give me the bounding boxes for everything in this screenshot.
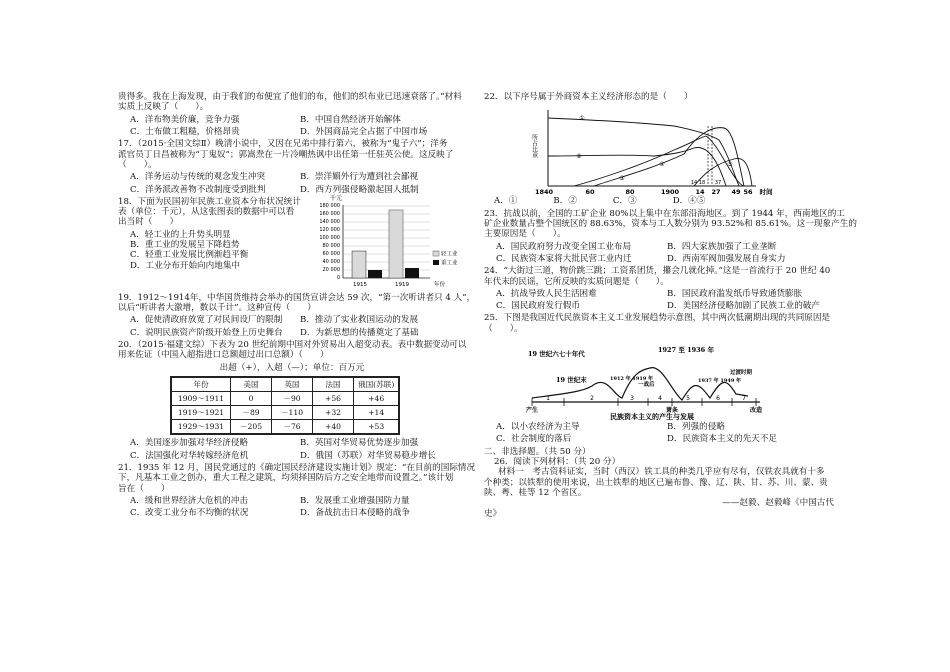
q17-option-a[interactable]: A．洋务运动与传统的观念发生冲突 bbox=[130, 172, 266, 183]
chart18-year-label: 年份 bbox=[434, 281, 446, 288]
option-a[interactable]: A．洋布物美价廉，竞争力强 bbox=[130, 114, 240, 125]
bar-1915-heavy bbox=[368, 270, 382, 278]
table-header: 美国 bbox=[231, 377, 272, 392]
q25-text-2: （ ）。 bbox=[484, 323, 523, 334]
q21-option-a[interactable]: A．缓和世界经济大危机的冲击 bbox=[130, 496, 248, 506]
option-b[interactable]: B．中国自然经济开始解体 bbox=[300, 114, 401, 125]
q22-option-b[interactable]: B．② bbox=[553, 196, 577, 207]
table-cell: +53 bbox=[354, 420, 400, 435]
chart22-midtick: 18 bbox=[698, 180, 706, 187]
q18-option-a[interactable]: A．轻工业的上升势头明显 bbox=[130, 229, 231, 240]
q17-options bbox=[118, 172, 466, 195]
curve-label: ② bbox=[576, 153, 582, 161]
q20-option-b[interactable]: B．英国对华贸易优势逐步加强 bbox=[300, 438, 419, 449]
q23-text-2: 矿企业数量占整个国统区的 88.63%，资本与工人数分别为 93.52%和 85.61%。这一现象产生的 bbox=[484, 218, 857, 229]
prev-question-options bbox=[118, 115, 466, 138]
material-1-line-3: 陕、粤、桂等 12 个省区。 bbox=[484, 487, 587, 498]
q21-option-b[interactable]: B．发展重工业增强国防力量 bbox=[300, 496, 410, 506]
chart22-xtick: 1900 bbox=[660, 188, 680, 197]
trend-label: 一战后 bbox=[638, 382, 655, 389]
q22-option-a[interactable]: A．① bbox=[494, 196, 518, 207]
table-cell: 1929～1931 bbox=[171, 420, 231, 435]
q22-options bbox=[484, 196, 834, 206]
q19-text-1: 19．1912～1914年，中华国货维持会举办的国货宣讲会达 59 次，“第一次听讲者只 4 人”， bbox=[118, 292, 476, 303]
bar-1915-light bbox=[352, 251, 366, 278]
trend-bottom-mid: 萧条 bbox=[665, 407, 679, 415]
q26-text: 26．阅读下列材料：（共 20 分） bbox=[494, 457, 621, 467]
industry-capital-chart bbox=[312, 193, 467, 293]
stage-number: 1 bbox=[546, 395, 550, 403]
option-d[interactable]: D．外国商品完全占据了中国市场 bbox=[300, 126, 428, 137]
q19-option-b[interactable]: B．推动了实业救国运动的发展 bbox=[300, 315, 419, 326]
q24-text-1: 24．“大街过三道，物价跳三跳；工资系团货，攥会几就化掉。”这是一首流行于 20 世纪 40 bbox=[484, 266, 831, 277]
q19-options bbox=[118, 315, 466, 338]
table-row bbox=[171, 406, 399, 420]
curve-label: ① bbox=[579, 115, 585, 123]
q23-option-a[interactable]: A．国民政府努力改变全国工业布局 bbox=[496, 241, 632, 252]
option-c[interactable]: C．土布做工粗糙，价格昂贵 bbox=[130, 126, 240, 137]
economy-forms-chart bbox=[530, 104, 784, 197]
q18-text-2: 表（单位：千元），从这张图表的数据中可以看 bbox=[118, 207, 295, 218]
stage-number: 2 bbox=[590, 395, 594, 403]
chart18-x-1919: 1919 bbox=[395, 281, 409, 288]
citation-2: 史》 bbox=[484, 508, 502, 519]
stage-number: 6 bbox=[716, 395, 720, 403]
q20-text-2: 用来佐证（中国入超指进口总额超过出口总额）（ ） bbox=[118, 350, 329, 361]
q25-option-a[interactable]: A．以小农经济为主导 bbox=[496, 422, 580, 433]
left-column bbox=[118, 92, 476, 521]
q25-options bbox=[484, 422, 834, 445]
trend-label: 19 世纪六七十年代 bbox=[528, 350, 585, 359]
q17-option-c[interactable]: C．洋务派改善物不改制度受到批判 bbox=[130, 184, 266, 195]
q20-text-1: 20．（2015·福建文综）下表为 20 世纪前期中国对外贸易出入超变动表。表中数据变动可以 bbox=[118, 340, 467, 351]
q22-text: 22．以下序号属于外商资本主义经济形态的是（ ） bbox=[484, 92, 693, 102]
q24-text-2: 年代末的民谣，它所反映的实质问题是（ ）。 bbox=[484, 276, 669, 287]
trend-bottom-right: 改造 bbox=[749, 407, 763, 415]
table-header: 英国 bbox=[272, 377, 313, 392]
chart18-x-1915: 1915 bbox=[353, 281, 367, 288]
q17-text-2: 派官员丁日昌被称为“丁鬼奴”；郭嵩焘在一片冷嘲热讽中出任第一任驻英公使。这反映了（ ）。 bbox=[118, 149, 454, 170]
chart18-unit: 千元 bbox=[330, 194, 343, 202]
table-header: 年份 bbox=[171, 377, 231, 392]
q19-text-2: 以后“听讲者大激增，数以千计”。这种宣传（ ） bbox=[118, 303, 316, 314]
q25-text-1: 25．下图是我国近代民族资本主义工业发展趋势示意图，其中两次低潮期出现的共同原因是 bbox=[484, 313, 831, 324]
chart18-ytick: 140 000 bbox=[319, 218, 340, 225]
chart22-xtick: 80 bbox=[625, 188, 635, 197]
material-1-line-1: 材料一 考古资料证实，当时（西汉）铁工具的种类几乎应有尽有，仅铁农具就有十多 bbox=[498, 467, 825, 478]
table-cell: －76 bbox=[272, 420, 313, 435]
trend-label: 1927 至 1936 年 bbox=[658, 346, 714, 355]
chart22-xtick: 时间 bbox=[759, 188, 773, 197]
trend-bottom-left: 产生 bbox=[525, 407, 539, 415]
table-cell: －205 bbox=[231, 420, 272, 435]
q20-option-d[interactable]: D．俄国（苏联）对华贸易稳步增长 bbox=[300, 450, 436, 461]
table-cell: +32 bbox=[313, 406, 354, 420]
q21-options bbox=[118, 496, 466, 519]
chart22-xtick: 60 bbox=[585, 188, 595, 197]
q24-option-c[interactable]: C．国民政府发行假币 bbox=[496, 301, 580, 312]
right-column bbox=[484, 92, 857, 519]
q22-option-d[interactable]: D．④⑤ bbox=[672, 196, 706, 207]
chart18-ytick: 180 000 bbox=[319, 202, 340, 209]
material-1-line-2: 个种类；以铁犁的使用来说，出土铁犁的地区已遍布鲁、豫、辽、陕、甘、苏、川、蒙、贵 bbox=[484, 477, 828, 488]
trend-label: 1912 年 1919 年 bbox=[610, 376, 654, 383]
chart18-legend-heavy: 重工业 bbox=[441, 260, 458, 267]
chart18-ytick: 80 000 bbox=[322, 242, 340, 249]
q17-option-d[interactable]: D．西方列强侵略激起国人抵制 bbox=[300, 184, 419, 195]
curve-label: ⑤ bbox=[727, 161, 733, 169]
q20-option-a[interactable]: A．美国逐步加强对华经济侵略 bbox=[130, 438, 248, 449]
q23-option-c[interactable]: C．民族资本家将大批民营工业内迁 bbox=[496, 253, 632, 264]
table-row bbox=[171, 420, 399, 435]
q19-option-c[interactable]: C．说明民族资产阶级开始登上历史舞台 bbox=[130, 327, 283, 338]
section-2-heading: 二、非选择题。（共 50 分） bbox=[484, 446, 591, 457]
trend-label: 过渡时期 bbox=[730, 370, 753, 377]
q23-options bbox=[484, 242, 834, 265]
bar-1919-light bbox=[389, 210, 403, 278]
table-cell: 1919～1921 bbox=[171, 406, 231, 420]
q19-option-a[interactable]: A．促使清政府放宽了对民间设厂的限制 bbox=[130, 315, 283, 326]
chart18-ytick: 160 000 bbox=[319, 210, 340, 217]
q20-table-caption: 出超（+），入超（—）；单位：百万元 bbox=[219, 362, 365, 373]
q21-option-c[interactable]: C．改变工业分布不均衡的状况 bbox=[130, 508, 249, 519]
chart22-xtick: 49 bbox=[731, 188, 741, 197]
table-cell: +46 bbox=[354, 392, 400, 406]
q23-option-d[interactable]: D．西南军阀加强发展自身实力 bbox=[667, 253, 786, 264]
chart22-midtick: 37 bbox=[714, 180, 722, 187]
chart18-ytick: 60 000 bbox=[322, 250, 340, 257]
stage-number: 3 bbox=[630, 395, 634, 403]
q24-option-d[interactable]: D．美国经济侵略加剧了民族工业的破产 bbox=[667, 301, 820, 312]
q18-text-3: 出当时（ ） bbox=[118, 217, 179, 228]
q24-options bbox=[484, 289, 834, 312]
chart22-xtick: 27 bbox=[711, 188, 721, 197]
q18-option-c[interactable]: C．轻重工业发展比例渐趋平衡 bbox=[130, 250, 249, 261]
q23-option-b[interactable]: B．四大家族加强了工业垄断 bbox=[667, 241, 777, 252]
q20-options bbox=[118, 438, 466, 461]
q24-option-b[interactable]: B．国民政府滥发纸币导致通货膨胀 bbox=[667, 288, 803, 299]
chart18-ytick: 40 000 bbox=[322, 258, 340, 265]
table-cell: +56 bbox=[313, 392, 354, 406]
q20-option-c[interactable]: C．法国强化对华转嫁经济危机 bbox=[130, 450, 249, 461]
trend-label: 19 世纪末 bbox=[556, 376, 587, 385]
stage-number: 7 bbox=[742, 395, 746, 403]
chart22-xtick: 56 bbox=[743, 188, 753, 197]
q25-option-d[interactable]: D．民族资本主义的先天不足 bbox=[667, 434, 778, 445]
q17-option-b[interactable]: B．崇洋媚外行为遭到社会鄙视 bbox=[300, 172, 419, 183]
table-header-row bbox=[171, 377, 399, 392]
table-cell: +40 bbox=[313, 420, 354, 435]
chart22-xtick: 14 bbox=[695, 188, 705, 197]
q18-text-1: 18．下面为民国初年民族工业资本分布状况统计 bbox=[118, 196, 301, 207]
table-cell: 0 bbox=[231, 392, 272, 406]
q23-text-3: 主要原因是（ ）。 bbox=[484, 229, 566, 240]
table-cell: －110 bbox=[272, 406, 313, 420]
q18-block bbox=[118, 194, 466, 291]
q18-option-b[interactable]: B．重工业的发展呈下降趋势 bbox=[130, 240, 240, 251]
chart18-ytick: 0 bbox=[336, 274, 340, 281]
table-cell: －89 bbox=[231, 406, 272, 420]
chart18-ytick: 100 000 bbox=[319, 234, 340, 241]
trend-caption: 民族资本主义的产生与发展 bbox=[610, 412, 694, 422]
q21-text-1: 21．1935 年 12 月，国民党通过的《确定国民经济建设实施计划》规定：“在目前的国际情况 bbox=[118, 463, 476, 474]
bar-1919-heavy bbox=[405, 268, 419, 278]
table-cell: －90 bbox=[272, 392, 313, 406]
chart18-ytick: 20 000 bbox=[322, 266, 340, 273]
stage-number: 4 bbox=[658, 395, 662, 403]
chart18-ytick: 120 000 bbox=[319, 226, 340, 233]
q25-option-b[interactable]: B．列强的侵略 bbox=[667, 422, 725, 433]
q19-option-d[interactable]: D．为新思想的传播奠定了基础 bbox=[300, 327, 419, 338]
trade-table bbox=[170, 376, 400, 435]
q21-text-3: 旨在（ ） bbox=[118, 483, 170, 494]
q21-text-2: 下，凡基本工业之创办，重大工程之建筑，均须择国防后方之安全地带而设置之。”该计划 bbox=[118, 473, 454, 484]
table-header: 俄国(苏联) bbox=[354, 377, 400, 392]
table-cell: +14 bbox=[354, 406, 400, 420]
table-cell: 1909～1911 bbox=[171, 392, 231, 406]
q25-option-c[interactable]: C．社会制度的落后 bbox=[496, 434, 572, 445]
table-row bbox=[171, 392, 399, 406]
citation: ——赵毅、赵毅峰《中国古代 bbox=[722, 498, 834, 509]
chart22-ylabel: 所占比重 bbox=[530, 134, 538, 159]
q23-text-1: 23．抗战以前，全国的工矿企业 80%以上集中在东部沿海地区。到了 1944 年，西南地区的工 bbox=[484, 208, 845, 219]
curve-label: ④ bbox=[659, 161, 665, 169]
q21-option-d[interactable]: D．备战抗击日本侵略的战争 bbox=[300, 508, 411, 519]
q18-option-d[interactable]: D．工业分布开始向内地集中 bbox=[130, 260, 241, 271]
q17-text-1: 17．（2015·全国文综Ⅱ）晚清小说中，又因在兄弟中排行第六，被称为“鬼子六”；洋务 bbox=[118, 139, 448, 150]
q24-option-a[interactable]: A．抗战导致人民生活困难 bbox=[496, 288, 597, 299]
curve-label: ③ bbox=[619, 175, 625, 183]
top-text-2: 实质上反映了（ ）。 bbox=[118, 102, 209, 113]
stage-number: 5 bbox=[686, 395, 690, 403]
table-header: 法国 bbox=[313, 377, 354, 392]
top-text-1: 贵得多。我在上海发现，由于我们的布便宜了他们的布，他们的织布业已迅速衰落了。”材料 bbox=[118, 92, 462, 102]
chart22-midtick: 14 bbox=[690, 180, 698, 187]
q22-option-c[interactable]: C．③ bbox=[612, 196, 637, 207]
national-capital-trend-chart bbox=[522, 334, 782, 420]
trend-label: 1937 年 1949 年 bbox=[698, 378, 742, 385]
chart18-legend-light: 轻工业 bbox=[441, 251, 458, 258]
chart22-xtick: 1840 bbox=[534, 188, 554, 197]
